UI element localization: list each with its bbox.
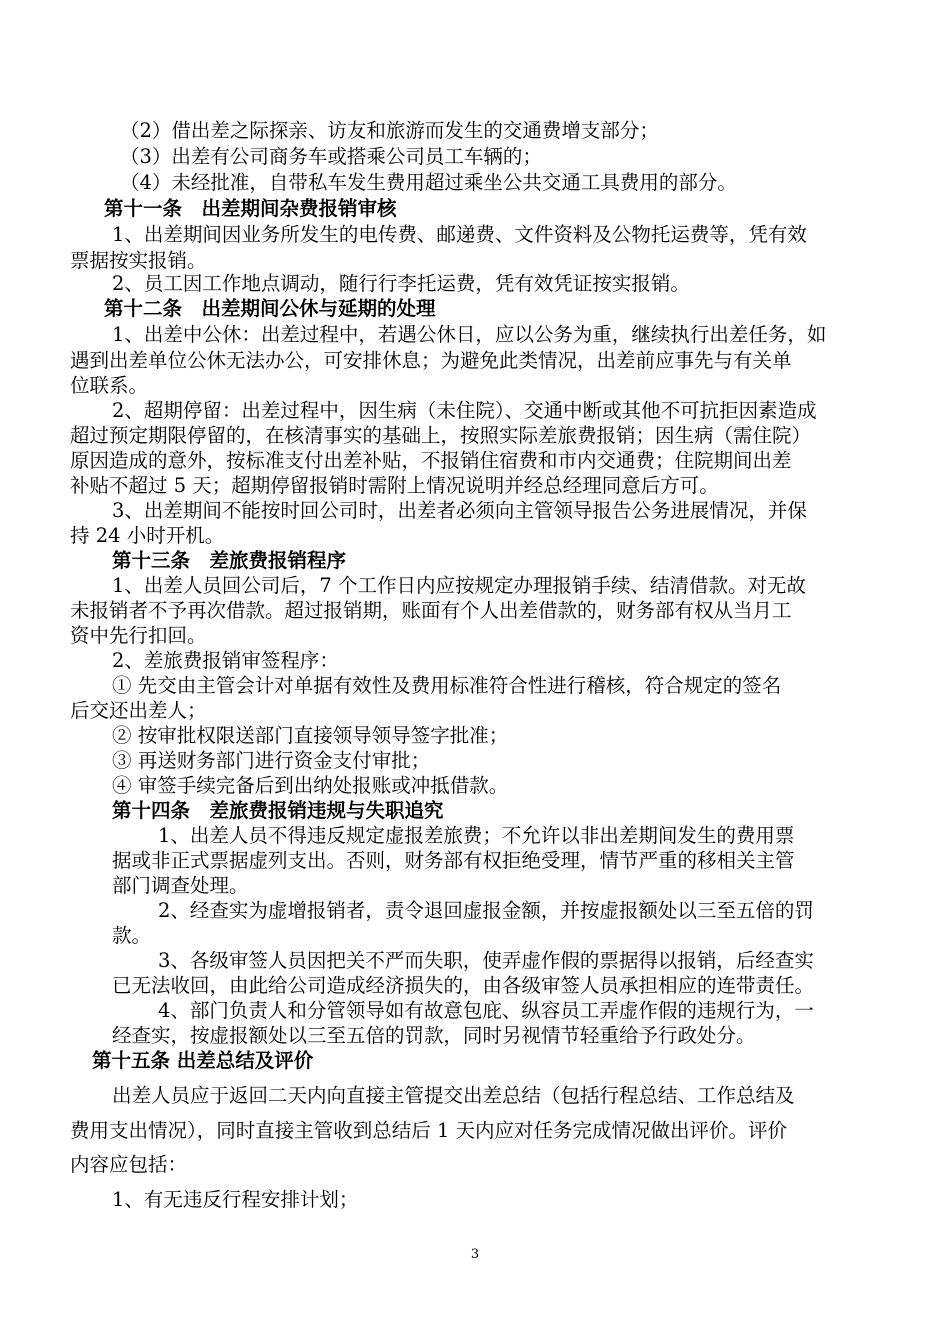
text-line: 1、出差人员回公司后，7 个工作日内应按规定办理报销手续、结清借款。对无故 [112, 574, 807, 597]
section-heading: 第十五条 出差总结及评价 [92, 1049, 314, 1072]
text-line: 据或非正式票据虚列支出。否则，财务部有权拒绝受理，情节严重的移相关主管 [112, 849, 795, 872]
text-line: 2、员工因工作地点调动，随行行李托运费，凭有效凭证按实报销。 [112, 272, 690, 295]
page-number: 3 [470, 1247, 480, 1262]
section-heading: 第十二条 出差期间公休与延期的处理 [104, 297, 436, 320]
text-line: 部门调查处理。 [112, 874, 249, 897]
text-line: 超过预定期限停留的，在核清事实的基础上，按照实际差旅费报销；因生病（需住院） [70, 424, 812, 447]
text-line: 2、差旅费报销审签程序： [112, 649, 339, 672]
text-line: 已无法收回，由此给公司造成经济损失的，由各级审签人员承担相应的连带责任。 [112, 974, 815, 997]
text-line: ④ 审签手续完备后到出纳处报账或冲抵借款。 [112, 774, 509, 797]
text-line: 票据按实报销。 [70, 249, 207, 272]
text-line: 持 24 小时开机。 [70, 524, 225, 547]
text-line: 2、经查实为虚增报销者，责令退回虚报金额，并按虚报额处以三至五倍的罚 [158, 899, 814, 922]
text-line: （3）出差有公司商务车或搭乘公司员工车辆的； [120, 145, 542, 168]
text-line: （2）借出差之际探亲、访友和旅游而发生的交通费增支部分； [120, 119, 659, 142]
text-line: 原因造成的意外，按标准支付出差补贴，不报销住宿费和市内交通费；住院期间出差 [70, 449, 792, 472]
text-line: 1、出差期间因业务所发生的电传费、邮递费、文件资料及公物托运费等，凭有效 [112, 223, 807, 246]
text-line: 未报销者不予再次借款。超过报销期，账面有个人出差借款的，财务部有权从当月工 [70, 599, 792, 622]
text-line: 4、部门负责人和分管领导如有故意包庇、纵容员工弄虚作假的违规行为，一 [158, 999, 814, 1022]
text-line: ③ 再送财务部门进行资金支付审批； [112, 749, 431, 772]
text-line: 出差人员应于返回二天内向直接主管提交出差总结（包括行程总结、工作总结及 [112, 1084, 795, 1107]
text-line: 后交还出差人； [70, 699, 207, 722]
section-heading: 第十四条 差旅费报销违规与失职追究 [112, 799, 444, 822]
text-line: 款。 [112, 924, 152, 947]
text-line: ① 先交由主管会计对单据有效性及费用标准符合性进行稽核，符合规定的签名 [112, 674, 782, 697]
text-line: 位联系。 [70, 374, 149, 397]
text-line: 2、超期停留：出差过程中，因生病（未住院）、交通中断或其他不可抗拒因素造成 [112, 399, 817, 422]
text-line: 内容应包括： [70, 1153, 188, 1176]
text-line: ② 按审批权限送部门直接领导领导签字批准； [112, 724, 509, 747]
text-line: 资中先行扣回。 [70, 624, 207, 647]
text-line: 经查实，按虚报额处以三至五倍的罚款，同时另视情节轻重给予行政处分。 [112, 1024, 756, 1047]
text-line: 3、各级审签人员因把关不严而失职，使弄虚作假的票据得以报销，后经查实 [158, 949, 814, 972]
text-line: 1、出差中公休：出差过程中，若遇公休日，应以公务为重，继续执行出差任务，如 [112, 323, 827, 346]
text-line: 1、有无违反行程安排计划； [112, 1188, 359, 1211]
section-heading: 第十三条 差旅费报销程序 [112, 549, 347, 572]
text-line: 费用支出情况），同时直接主管收到总结后 1 天内应对任务完成情况做出评价。评价 [70, 1119, 788, 1142]
text-line: 补贴不超过 5 天；超期停留报销时需附上情况说明并经总经理同意后方可。 [70, 474, 719, 497]
text-line: （4）未经批准，自带私车发生费用超过乘坐公共交通工具费用的部分。 [120, 171, 737, 194]
section-heading: 第十一条 出差期间杂费报销审核 [104, 197, 397, 220]
text-line: 1、出差人员不得违反规定虚报差旅费；不允许以非出差期间发生的费用票 [158, 824, 795, 847]
text-line: 3、出差期间不能按时回公司时，出差者必须向主管领导报告公务进展情况，并保 [112, 499, 807, 522]
text-line: 遇到出差单位公休无法办公，可安排休息；为避免此类情况，出差前应事先与有关单 [70, 349, 792, 372]
